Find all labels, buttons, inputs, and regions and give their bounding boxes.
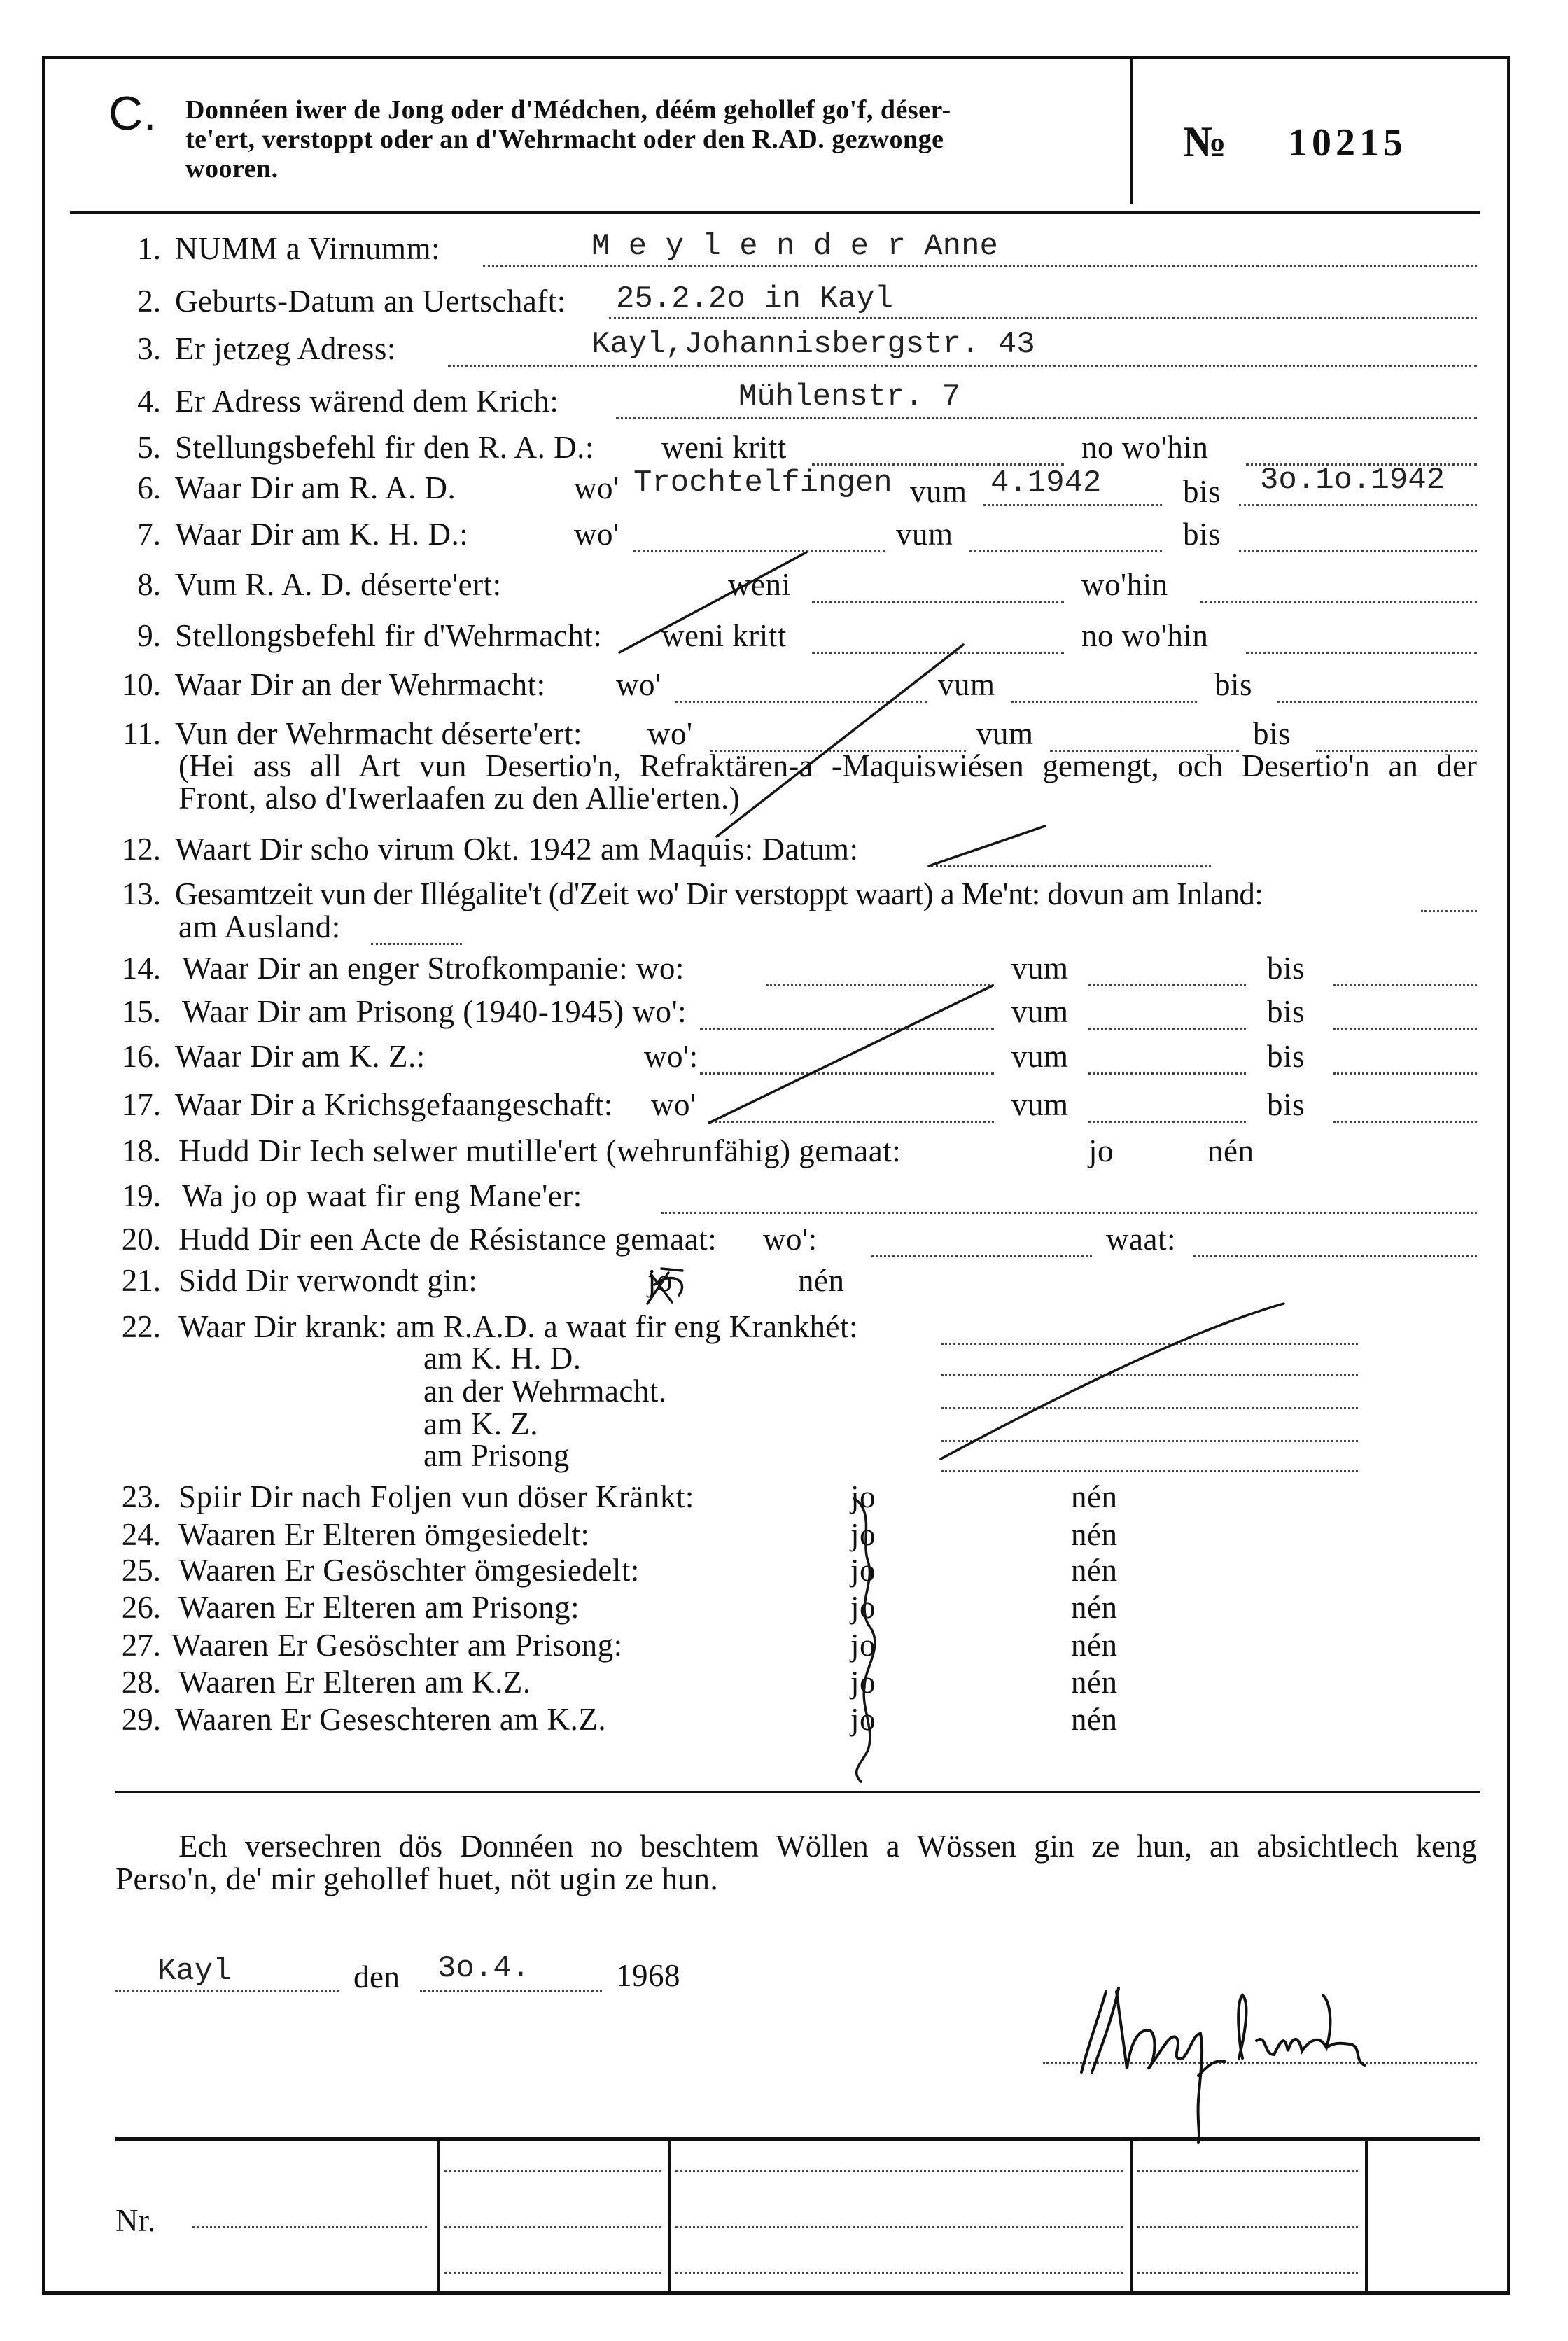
row-label: Er jetzeg Adress: [175,331,396,366]
option-yes[interactable]: jo [850,1479,876,1514]
row-label: am Ausland: [178,909,341,944]
row-number: 8. [137,567,161,602]
place-value: Kayl [158,1954,232,1989]
field-label: bis [1267,1087,1306,1122]
row-label: Geburts-Datum an Uertschaft: [175,284,566,319]
birth-value: 25.2.2o in Kayl [616,281,894,316]
row-label: Waar Dir a Krichsgefaangeschaft: [175,1087,613,1122]
row-label: Hudd Dir een Acte de Résistance gemaat: [178,1222,718,1257]
field-label: wo': [763,1222,818,1257]
row-label: Spiir Dir nach Foljen vun döser Kränkt: [178,1479,694,1514]
year-label: 1968 [616,1958,680,1993]
row-label: Stellungsbefehl fir den R. A. D.: [175,430,594,465]
option-yes-marked[interactable]: jo [648,1263,673,1298]
option-no[interactable]: nén [1208,1133,1254,1168]
option-no[interactable]: nén [1071,1517,1118,1552]
field-label: vum [976,716,1034,751]
row-number: 2. [137,284,161,319]
field-label: vum [896,517,953,552]
declaration-text: Perso'n, de' mir gehollef huet, nöt ugin ze hun. [115,1861,719,1896]
row-number: 4. [137,384,161,419]
field-label: weni kritt [662,618,787,653]
field-label: weni [728,567,791,602]
header-title-line: te'ert, verstoppt oder an d'Wehrmacht oder den R.AD. gezwonge [186,125,944,154]
row-number: 1. [137,231,161,266]
rad-from-value: 4.1942 [990,466,1102,501]
row-label: Wa jo op waat fir eng Mane'er: [182,1178,582,1213]
row-number: 5. [137,430,161,465]
row-number: 11. [122,716,161,751]
field-label: vum [1011,1087,1069,1122]
field-label: wo' [651,1087,696,1122]
row-number: 25. [121,1553,161,1588]
option-yes[interactable]: jo [850,1628,876,1663]
address-value: Kayl,Johannisbergstr. 43 [592,327,1035,362]
row-number: 16. [121,1039,161,1074]
field-label: wo' [648,716,693,751]
row-note: Front, also d'Iwerlaafen zu den Allie'erten.) [178,781,741,816]
field-label: bis [1183,474,1222,509]
row-label: Waar Dir am R. A. D. [175,470,456,505]
field-label: bis [1267,951,1306,986]
row-label: Waaren Er Elteren am Prisong: [178,1590,580,1625]
field-label: vum [1011,994,1069,1029]
field-label: wo': [644,1039,699,1074]
row-number: 12. [121,832,161,867]
field-label: no wo'hin [1082,618,1209,653]
option-no[interactable]: nén [798,1263,845,1298]
row-label: Hudd Dir Iech selwer mutille'ert (wehrunfähig) gemaat: [178,1133,902,1168]
row-number: 20. [121,1222,161,1257]
row-number: 17. [121,1087,161,1122]
row-sub-label: am K. H. D. [424,1341,582,1376]
row-number: 27. [121,1628,161,1663]
field-label: wo'hin [1082,567,1168,602]
war-address-value: Mühlenstr. 7 [738,379,960,414]
row-sub-label: an der Wehrmacht. [424,1374,667,1409]
option-yes[interactable]: jo [850,1590,876,1625]
row-label: Waar Dir an enger Strofkompanie: wo: [182,951,685,986]
row-label: Waaren Er Gesöschter am Prisong: [172,1628,623,1663]
option-yes[interactable]: jo [1088,1133,1114,1168]
row-label: Waar Dir am K. Z.: [175,1039,426,1074]
row-label: Waaren Er Elteren ömgesiedelt: [178,1517,590,1552]
row-sub-label: am K. Z. [424,1406,538,1441]
header-title-line: Donnéen iwer de Jong oder d'Médchen, déém gehollef go'f, déser- [186,95,951,125]
row-number: 15. [121,994,161,1029]
row-note: (Hei ass all Art vun Desertio'n, Refraktären-a -Maquiswiésen gemengt, och Desertio'n an der [178,748,1477,783]
rad-place-value: Trochtelfingen [634,466,892,501]
row-label: Sidd Dir verwondt gin: [178,1263,478,1298]
row-number: 29. [121,1702,161,1737]
row-number: 28. [121,1665,161,1700]
row-label: Waar Dir an der Wehrmacht: [175,667,546,702]
row-label: Waaren Er Geseschteren am K.Z. [175,1702,607,1737]
field-label: weni kritt [662,430,787,465]
row-number: 22. [121,1309,161,1344]
option-no[interactable]: nén [1071,1590,1118,1625]
declaration-text: Ech versechren dös Donnéen no beschtem Wöllen a Wössen gin ze hun, an absichtlech keng [178,1829,1477,1864]
row-label: Waar Dir am Prisong (1940-1945) wo': [182,994,687,1029]
field-label: wo' [574,470,620,505]
field-label: wo' [616,667,662,702]
option-yes[interactable]: jo [850,1517,876,1552]
row-number: 19. [121,1178,161,1213]
form-number: 10215 [1288,121,1407,165]
den-label: den [354,1959,400,1994]
row-label: NUMM a Virnumm: [175,231,440,266]
row-label: Er Adress wärend dem Krich: [175,384,559,419]
field-label: bis [1267,994,1306,1029]
field-label: bis [1214,667,1253,702]
field-label: vum [1011,951,1069,986]
field-label: vum [910,474,967,509]
row-number: 24. [121,1517,161,1552]
field-label: bis [1253,716,1292,751]
row-label: Waar Dir krank: am R.A.D. a waat fir eng Krankhét: [178,1309,859,1344]
row-number: 14. [121,951,161,986]
row-number: 9. [137,618,161,653]
name-value: M e y l e n d e r Anne [592,229,998,264]
option-no[interactable]: nén [1071,1628,1118,1663]
number-sign: № [1183,118,1227,166]
header-title-line: wooren. [186,154,279,183]
row-number: 21. [121,1263,161,1298]
option-no[interactable]: nén [1071,1702,1118,1737]
row-label: Vum R. A. D. déserte'ert: [175,567,502,602]
row-number: 7. [137,517,161,552]
option-no[interactable]: nén [1071,1479,1118,1514]
option-yes[interactable]: jo [850,1553,876,1588]
row-label: Vun der Wehrmacht déserte'ert: [175,716,582,751]
row-label: Waaren Er Elteren am K.Z. [178,1665,531,1700]
option-no[interactable]: nén [1071,1553,1118,1588]
option-yes[interactable]: jo [850,1665,876,1700]
row-number: 6. [137,470,161,505]
date-value: 3o.4. [438,1951,531,1986]
field-label: waat: [1106,1222,1176,1257]
field-label: bis [1183,517,1222,552]
nr-label: Nr. [115,2203,156,2238]
row-number: 18. [121,1133,161,1168]
field-label: vum [938,667,995,702]
row-number: 13. [121,876,161,911]
row-label: Stellongsbefehl fir d'Wehrmacht: [175,618,603,653]
field-label: no wo'hin [1082,430,1209,465]
row-label: Gesamtzeit vun der Illégalite't (d'Zeit wo' Dir verstoppt waart) a Me'nt: dovun am Inland: [175,876,1264,911]
row-number: 3. [137,331,161,366]
section-letter: C. [108,87,157,140]
field-label: bis [1267,1039,1306,1074]
row-number: 26. [121,1590,161,1625]
row-label: Waar Dir am K. H. D.: [175,517,469,552]
option-yes[interactable]: jo [850,1702,876,1737]
field-label: wo' [574,517,620,552]
field-label: vum [1011,1039,1069,1074]
option-no[interactable]: nén [1071,1665,1118,1700]
row-number: 23. [121,1479,161,1514]
row-sub-label: am Prisong [424,1438,570,1473]
row-label: Waart Dir scho virum Okt. 1942 am Maquis: Datum: [175,832,859,867]
row-label: Waaren Er Gesöschter ömgesiedelt: [178,1553,640,1588]
rad-to-value: 3o.1o.1942 [1260,463,1446,498]
row-number: 10. [121,667,161,702]
